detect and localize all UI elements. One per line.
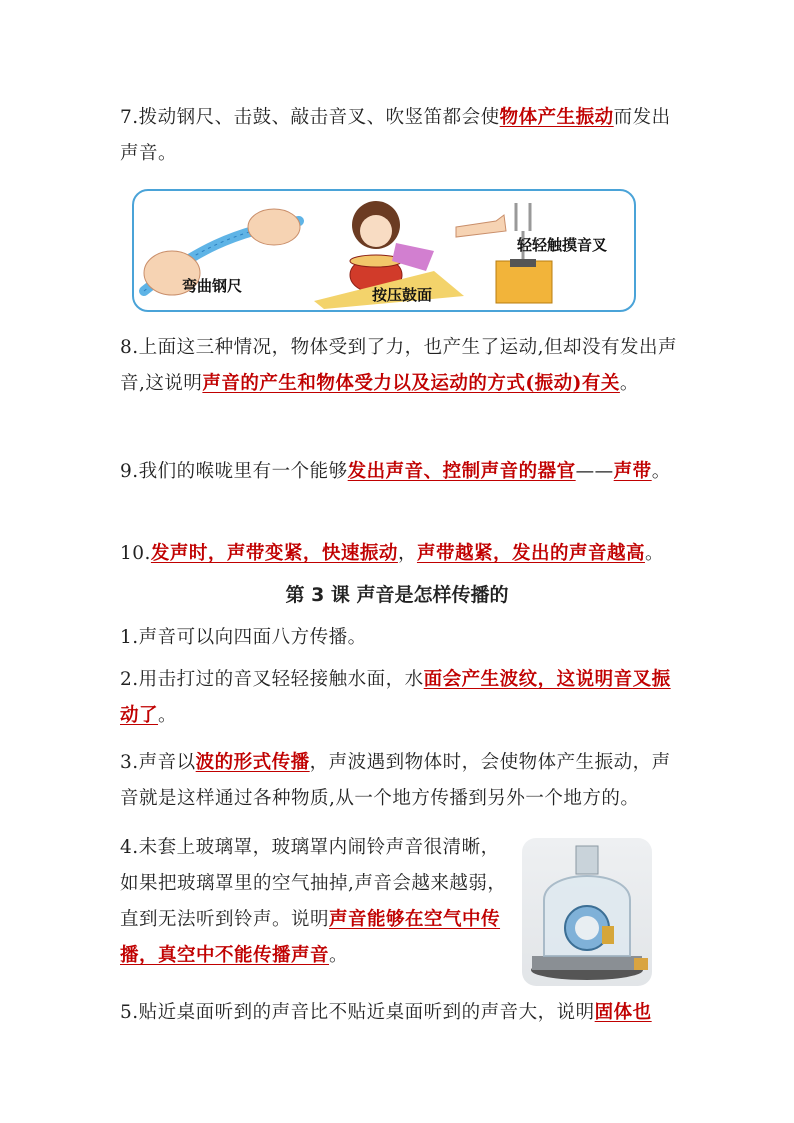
lesson-title: 第 3 课 声音是怎样传播的 <box>285 584 509 606</box>
item-9-dash: —— <box>575 461 614 482</box>
item-7-answer: 物体产生振动 <box>499 107 614 128</box>
lesson-item-5-text: 5.贴近桌面听到的声音比不贴近桌面听到的声音大，说明 <box>120 1002 595 1023</box>
lesson-item-4-answer: 声音能够在空气中传播，真空中不能传播声音 <box>120 909 501 966</box>
item-10-text: 10. <box>120 543 151 564</box>
lesson-item-3 <box>120 745 680 817</box>
item-9 <box>120 454 680 490</box>
lesson-item-4-text-end: 。 <box>329 945 349 966</box>
experiment-figure <box>132 189 636 312</box>
lesson-item-4-text: 4.未套上玻璃罩，玻璃罩内闹铃声音很清晰，如果把玻璃罩里的空气抽掉,声音会越来越弱，直到无法听到铃声。说明 <box>120 837 507 930</box>
item-10-text-end: 。 <box>644 543 664 564</box>
lesson-item-3-text: 3.声音以 <box>120 752 196 773</box>
item-10-comma: ， <box>397 543 417 564</box>
item-7 <box>120 100 680 172</box>
item-8-text: 8.上面这三种情况，物体受到了力，也产生了运动,但却没有发出声音,这说明 <box>120 337 678 394</box>
item-10-answer-2: 声带越紧，发出的声音越高 <box>416 543 645 564</box>
lesson-item-3-text-end: ，声波遇到物体时，会使物体产生振动，声音就是这样通过各种物质,从一个地方传播到另外一个地方的。 <box>120 752 671 809</box>
bell-jar-photo <box>522 838 652 986</box>
bell-jar-illustration <box>522 838 652 986</box>
item-9-text: 9.我们的喉咙里有一个能够 <box>120 461 348 482</box>
lesson-item-2-answer: 面会产生波纹，这说明音叉振动了 <box>120 669 671 726</box>
figure-label-ruler: 弯曲钢尺 <box>182 277 243 295</box>
figure-label-fork: 轻轻触摸音叉 <box>517 236 608 254</box>
lesson-item-1-text: 1.声音可以向四面八方传播。 <box>120 627 367 648</box>
item-8 <box>120 330 680 402</box>
lesson-item-2-text: 2.用击打过的音叉轻轻接触水面，水 <box>120 669 424 690</box>
lesson-item-2-text-end: 。 <box>158 705 178 726</box>
item-9-text-end: 。 <box>651 461 671 482</box>
item-8-text-end: 。 <box>619 373 639 394</box>
lesson-item-3-answer: 波的形式传播 <box>195 752 310 773</box>
item-7-text-end: 而发出声音。 <box>120 107 671 164</box>
figure-label-drum: 按压鼓面 <box>372 286 433 304</box>
item-10 <box>120 536 680 572</box>
item-9-answer-2: 声带 <box>613 461 652 482</box>
lesson-item-5-answer: 固体也 <box>594 1002 652 1023</box>
lesson-item-1 <box>120 620 680 656</box>
item-7-text: 7.拨动钢尺、击鼓、敲击音叉、吹竖笛都会使 <box>120 107 500 128</box>
lesson-item-4 <box>120 830 515 974</box>
item-10-answer-1: 发声时，声带变紧，快速振动 <box>150 543 398 564</box>
item-9-answer-1: 发出声音、控制声音的器官 <box>347 461 576 482</box>
lesson-item-2 <box>120 662 680 734</box>
item-8-answer: 声音的产生和物体受力以及运动的方式(振动)有关 <box>202 373 620 394</box>
lesson-item-5 <box>120 995 680 1031</box>
